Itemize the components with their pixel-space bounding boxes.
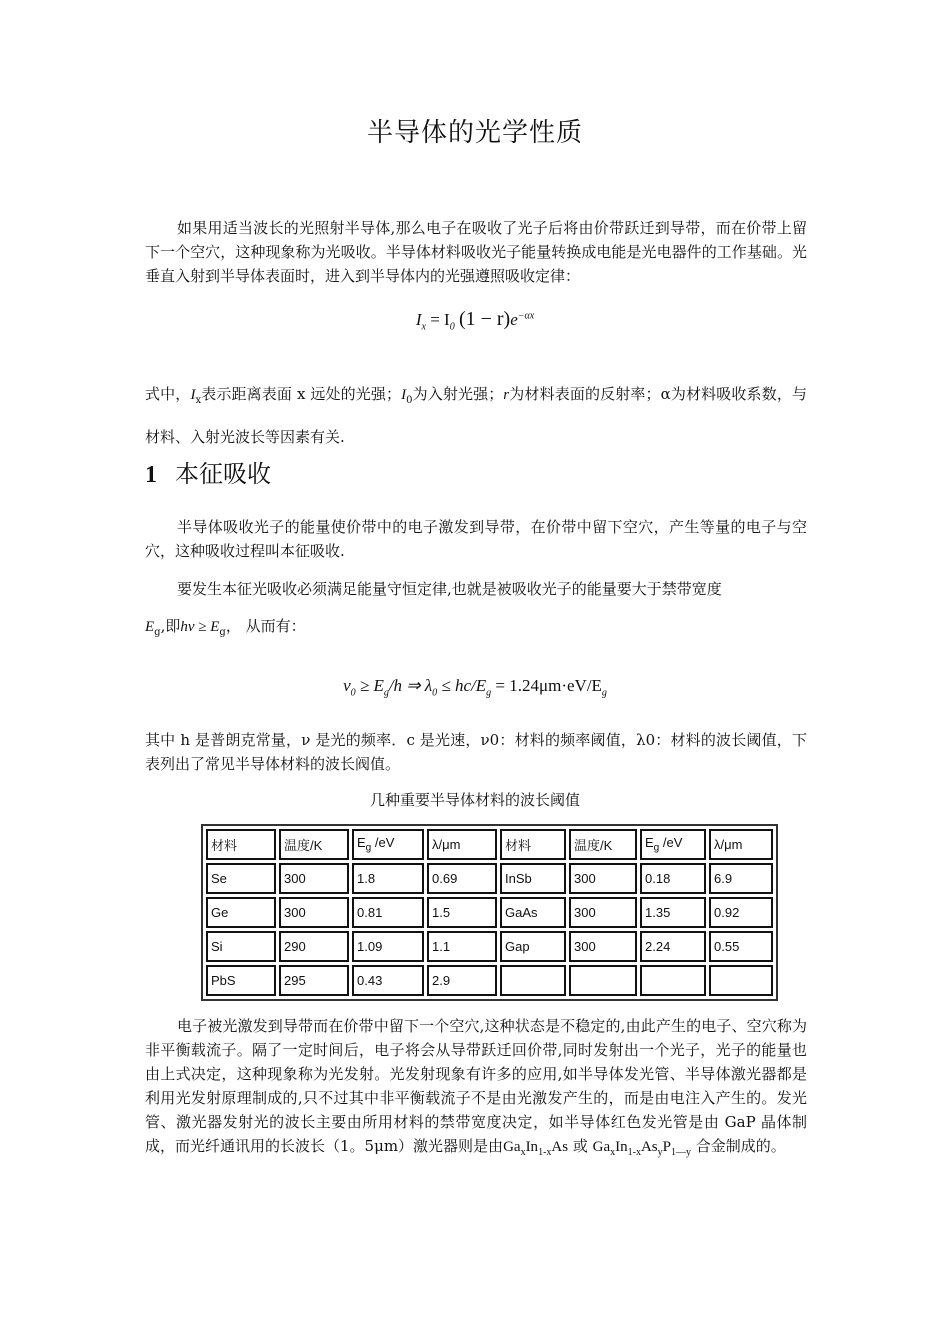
table-cell: 1.35 bbox=[640, 897, 706, 928]
energy-condition-line: $E_g$,即$h\nu \ge E_g$， 从而有： bbox=[145, 617, 306, 638]
formula-i0-sub: 0 bbox=[449, 321, 455, 333]
header-cell: $E_g$ /eV bbox=[352, 829, 424, 860]
header-cell: 材料 bbox=[206, 829, 276, 860]
formula-paren: (1 − r) bbox=[458, 308, 511, 330]
table-cell bbox=[500, 965, 566, 996]
table-cell: 1.5 bbox=[427, 897, 497, 928]
table-cell: 1.8 bbox=[352, 863, 424, 894]
section-number: 1 bbox=[145, 462, 157, 488]
header-cell: 材料 bbox=[500, 829, 566, 860]
intrinsic-paragraph-1: 半导体吸收光子的能量使价带中的电子激发到导带，在价带中留下空穴，产生等量的电子与空穴，这种吸收过程叫本征吸收. bbox=[145, 518, 807, 560]
table-cell: GaAs bbox=[500, 897, 566, 928]
table-cell: 300 bbox=[569, 897, 637, 928]
table-cell: 300 bbox=[279, 863, 349, 894]
formula-exp: e bbox=[510, 310, 518, 329]
header-cell: 温度/K bbox=[279, 829, 349, 860]
table-cell: 2.9 bbox=[427, 965, 497, 996]
constants-paragraph: 其中 h 是普朗克常量，ν 是光的频率．c 是光速，ν0：材料的频率阈值，λ0：材料的波长阈值，下表列出了常见半导体材料的波长阀值。 bbox=[145, 731, 807, 773]
table-cell: 0.81 bbox=[352, 897, 424, 928]
table-cell: InSb bbox=[500, 863, 566, 894]
table-cell: 290 bbox=[279, 931, 349, 962]
intro-paragraph: 如果用适当波长的光照射半导体,那么电子在吸收了光子后将由价带跃迁到导带，而在价带上留下一个空穴，这种现象称为光吸收。半导体材料吸收光子能量转换成电能是光电器件的工作基础。光垂直入射到半导体表面时，进入到半导体内的光强遵照吸收定律： bbox=[145, 219, 807, 285]
table-cell: 300 bbox=[569, 931, 637, 962]
table-cell: 0.92 bbox=[709, 897, 773, 928]
threshold-formula: $\nu_0 \ge E_g/h$ ⇒ $\lambda_0 \le hc/E_g = 1.24\mu m\cdot eV/E_g$ bbox=[343, 676, 607, 699]
table-cell: 1.09 bbox=[352, 931, 424, 962]
table-caption: 几种重要半导体材料的波长阈值 bbox=[369, 791, 580, 809]
header-cell: 温度/K bbox=[569, 829, 637, 860]
absorption-law-formula bbox=[0, 308, 950, 332]
table-cell: 0.69 bbox=[427, 863, 497, 894]
table-cell: Ge bbox=[206, 897, 276, 928]
table-cell: Gap bbox=[500, 931, 566, 962]
header-cell: λ/μm bbox=[427, 829, 497, 860]
table-cell bbox=[709, 965, 773, 996]
section-title: 本征吸收 bbox=[175, 460, 271, 488]
table-cell: 2.24 bbox=[640, 931, 706, 962]
table-cell: Si bbox=[206, 931, 276, 962]
table-row bbox=[206, 863, 773, 894]
formula-eq: = I bbox=[430, 310, 450, 329]
table-cell: 0.18 bbox=[640, 863, 706, 894]
table-row bbox=[206, 931, 773, 962]
formula-legend: 式中，$I_x$表示距离表面 x 远处的光强；$I_0$为入射光强；r为材料表面的反射率；α为材料吸收系数，与材料、入射光波长等因素有关. bbox=[145, 385, 807, 446]
page-title: 半导体的光学性质 bbox=[366, 118, 583, 148]
table-cell: PbS bbox=[206, 965, 276, 996]
table-cell: Se bbox=[206, 863, 276, 894]
header-cell: λ/μm bbox=[709, 829, 773, 860]
table-cell bbox=[640, 965, 706, 996]
table-row bbox=[206, 897, 773, 928]
table-row bbox=[206, 965, 773, 996]
table-cell: 300 bbox=[279, 897, 349, 928]
bandgap-table bbox=[201, 824, 778, 1001]
table-cell bbox=[569, 965, 637, 996]
table-cell: 6.9 bbox=[709, 863, 773, 894]
table-cell: 300 bbox=[569, 863, 637, 894]
header-cell: $E_g$ /eV bbox=[640, 829, 706, 860]
formula-exp-sup: −αx bbox=[517, 310, 535, 322]
emission-paragraph: 电子被光激发到导带而在价带中留下一个空穴,这种状态是不稳定的,由此产生的电子、空穴称为非平衡载流子。隔了一定时间后，电子将会从导带跃迁回价带,同时发射出一个光子，光子的能量也由上式决定，这种现象称为光发射。光发射现象有许多的应用,如半导体发光管、半导体激光器都是利用光发射原理制成的,只不过其中非平衡载流子不是由光激发产生的，而是由电注入产生的。发光管、激光器发射光的波长主要由所用材料的禁带宽度决定，如半导体红色发光管是由 GaP 晶体制成，而光纤通讯用的长波长（1。5μm）激光器则是由$Ga_xIn_{1-x}As$ 或 $Ga_xIn_{1-x}As_yP_{1—y}$ 合金制成的。 bbox=[145, 1017, 807, 1158]
table-header-row bbox=[206, 829, 773, 860]
table-cell: 0.43 bbox=[352, 965, 424, 996]
section-heading bbox=[145, 454, 271, 489]
table-cell: 0.55 bbox=[709, 931, 773, 962]
table-cell: 295 bbox=[279, 965, 349, 996]
table-cell: 1.1 bbox=[427, 931, 497, 962]
formula-ix: $I_x$ bbox=[415, 310, 426, 333]
intrinsic-paragraph-2: 要发生本征光吸收必须满足能量守恒定律,也就是被吸收光子的能量要大于禁带宽度 bbox=[177, 580, 722, 598]
